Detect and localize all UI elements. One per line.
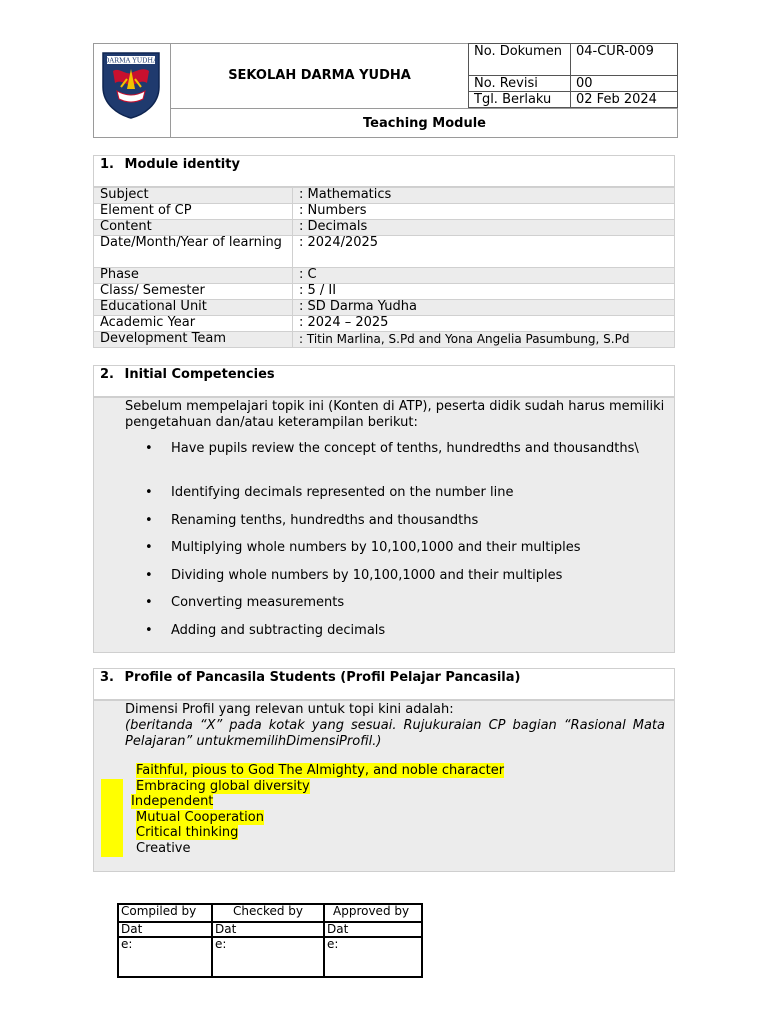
- signature-table: [117, 903, 423, 978]
- section-1-title: Module identity: [124, 157, 240, 172]
- logo-cell: [93, 43, 171, 138]
- dimension-item: Creative: [136, 840, 191, 856]
- profile-note: (beritanda “X” pada kotak yang sesuai. Rujukuraian CP bagian “Rasional Mata Pelajaran” untukmemilihDimensiProfil.): [125, 718, 665, 749]
- revision-label: No. Revisi: [469, 76, 571, 92]
- approved-date-cell[interactable]: Dat e:: [324, 922, 422, 977]
- dimension-item: Embracing global diversity: [136, 778, 310, 794]
- effective-date-label: Tgl. Berlaku: [469, 92, 571, 108]
- identity-label: Class/ Semester: [94, 284, 293, 300]
- profile-dimensions-list: [131, 763, 505, 857]
- profile-intro: Dimensi Profil yang relevan untuk topi kini adalah:: [125, 702, 454, 717]
- list-item: • Identifying decimals represented on the number line: [145, 485, 514, 500]
- identity-value: : Titin Marlina, S.Pd and Yona Angelia Pasumbung, S.Pd: [293, 332, 675, 348]
- svg-text:DARMA YUDHA: DARMA YUDHA: [104, 56, 158, 65]
- competencies-list: [125, 441, 665, 643]
- section-2-header: [93, 365, 675, 397]
- section-1-number: 1.: [100, 157, 114, 172]
- identity-value: : 5 / II: [293, 284, 675, 300]
- section-3-number: 3.: [100, 670, 114, 685]
- bullet-icon: •: [145, 485, 153, 500]
- dimension-item: Critical thinking: [136, 825, 239, 841]
- pancasila-profile-body: [93, 700, 675, 872]
- highlight-marker: [101, 779, 123, 857]
- bullet-icon: •: [145, 595, 153, 610]
- competencies-intro: Sebelum mempelajari topik ini (Konten di ATP), peserta didik sudah harus memiliki pengetahuan dan/atau keterampilan berikut:: [125, 399, 665, 430]
- section-3-header: [93, 668, 675, 700]
- doc-no-value: 04-CUR-009: [571, 44, 678, 76]
- bullet-icon: •: [145, 567, 153, 583]
- revision-value: 00: [571, 76, 678, 92]
- identity-value: : 2024 – 2025: [293, 316, 675, 332]
- identity-label: Content: [94, 220, 293, 236]
- compiled-by-label: Compiled by: [118, 904, 212, 922]
- section-2-number: 2.: [100, 367, 114, 382]
- identity-value: : Decimals: [293, 220, 675, 236]
- effective-date-value: 02 Feb 2024: [571, 92, 678, 108]
- identity-value: : SD Darma Yudha: [293, 300, 675, 316]
- bullet-icon: •: [145, 441, 153, 456]
- section-2-title: Initial Competencies: [124, 367, 275, 382]
- identity-value: : C: [293, 268, 675, 284]
- bullet-icon: •: [145, 512, 153, 528]
- list-item: • Have pupils review the concept of tenths, hundredths and thousandths\: [145, 441, 639, 456]
- identity-label: Date/Month/Year of learning: [94, 236, 293, 268]
- identity-label: Development Team: [94, 332, 293, 348]
- module-title: Teaching Module: [363, 116, 486, 131]
- identity-value: : 2024/2025: [293, 236, 675, 268]
- section-3-title: Profile of Pancasila Students (Profil Pelajar Pancasila): [124, 670, 521, 685]
- checked-by-label: Checked by: [212, 904, 324, 922]
- section-1-header: [93, 155, 675, 187]
- identity-label: Educational Unit: [94, 300, 293, 316]
- compiled-date-cell[interactable]: Dat e:: [118, 922, 212, 977]
- bullet-icon: •: [145, 622, 153, 638]
- dimension-item: Independent: [131, 794, 214, 810]
- dimension-item: Mutual Cooperation: [136, 809, 264, 825]
- initial-competencies-body: [93, 397, 675, 653]
- identity-label: Academic Year: [94, 316, 293, 332]
- list-item: • Dividing whole numbers by 10,100,1000 and their multiples: [145, 567, 563, 583]
- list-item: • Converting measurements: [145, 595, 345, 610]
- identity-label: Subject: [94, 188, 293, 204]
- list-item: • Renaming tenths, hundredths and thousandths: [145, 512, 479, 528]
- identity-label: Element of CP: [94, 204, 293, 220]
- doc-no-label: No. Dokumen: [469, 44, 571, 76]
- school-crest-logo: [99, 49, 163, 119]
- document-info-table: [468, 43, 678, 108]
- school-name: SEKOLAH DARMA YUDHA: [228, 68, 411, 83]
- module-identity-table: [93, 187, 675, 348]
- approved-by-label: Approved by: [324, 904, 422, 922]
- identity-label: Phase: [94, 268, 293, 284]
- list-item: • Adding and subtracting decimals: [145, 622, 386, 638]
- bullet-icon: •: [145, 540, 153, 555]
- identity-value: : Mathematics: [293, 188, 675, 204]
- identity-value: : Numbers: [293, 204, 675, 220]
- list-item: • Multiplying whole numbers by 10,100,1000 and their multiples: [145, 540, 581, 555]
- dimension-item: Faithful, pious to God The Almighty, and noble character: [136, 763, 505, 778]
- checked-date-cell[interactable]: Dat e:: [212, 922, 324, 977]
